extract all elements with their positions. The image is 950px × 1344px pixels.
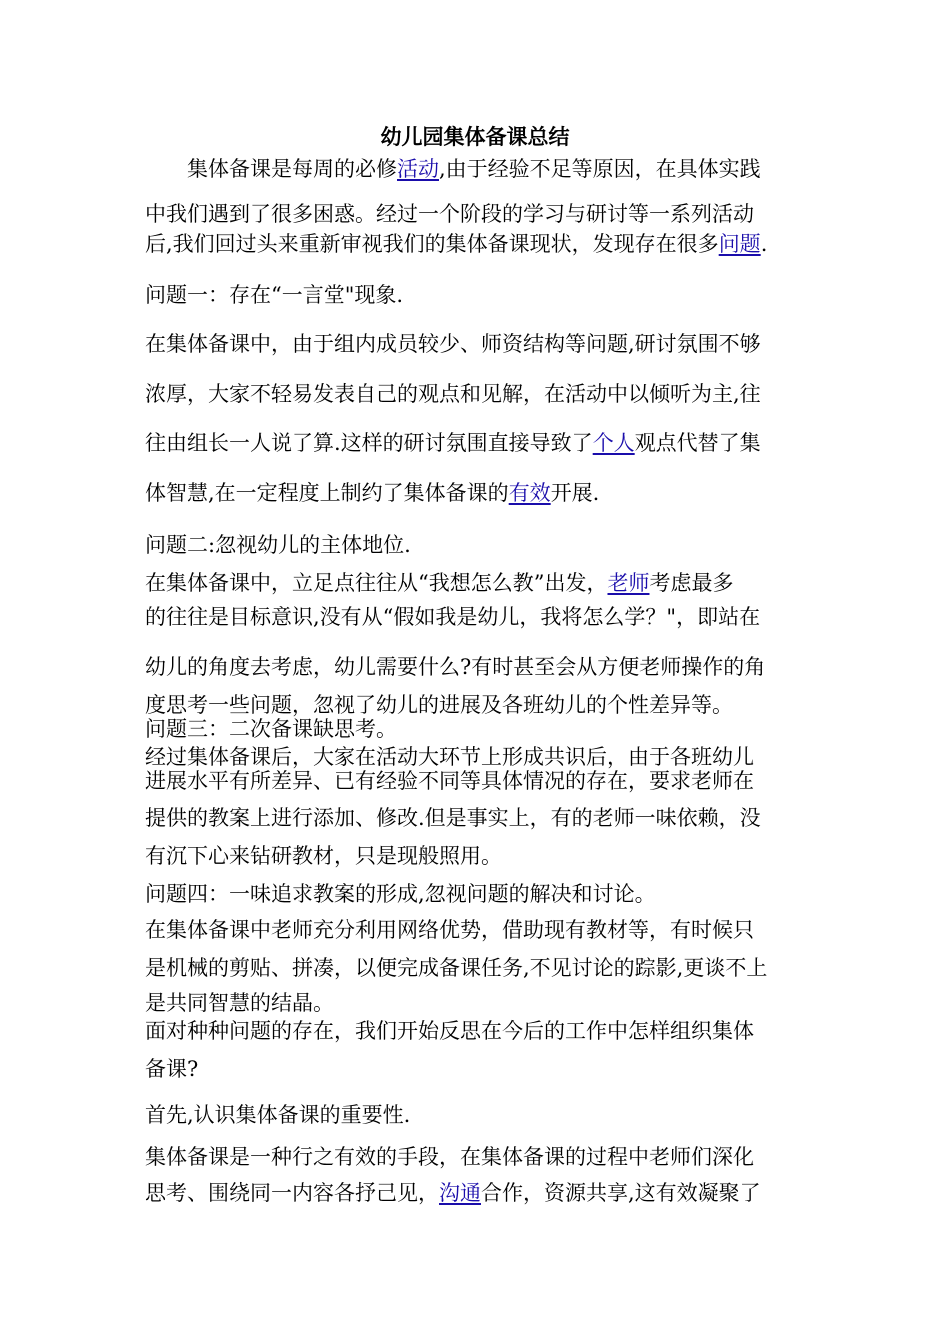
text-line xyxy=(145,988,334,1018)
text-line xyxy=(145,803,761,833)
inline-link[interactable]: 有效 xyxy=(508,481,551,505)
text-line xyxy=(145,652,765,682)
text-line xyxy=(145,915,754,945)
text-run: 后,我们回过头来重新审视我们的集体备课现状，发现存在很多 xyxy=(145,232,719,256)
text-line xyxy=(145,329,761,359)
text-run: 思考、围绕同一内容各抒己见， xyxy=(145,1181,439,1205)
text-run: 集体备课是一种行之有效的手段，在集体备课的过程中老师们深化 xyxy=(145,1145,754,1169)
text-line xyxy=(145,428,761,458)
text-run: 在集体备课中，立足点往往从“我想怎么教”出发， xyxy=(145,571,608,595)
text-run: 观点代替了集 xyxy=(634,431,761,455)
text-line xyxy=(145,568,733,598)
text-run: 首先,认识集体备课的重要性. xyxy=(145,1103,411,1127)
inline-link[interactable]: 老师 xyxy=(607,571,650,595)
text-run: 集体备课是每周的必修 xyxy=(187,157,397,181)
text-line xyxy=(145,199,754,229)
text-line xyxy=(145,478,599,508)
text-run: 往由组长一人说了算.这样的研讨氛围直接导致了 xyxy=(145,431,593,455)
text-run: 合作，资源共享,这有效凝聚了 xyxy=(481,1181,761,1205)
text-run: ,由于经验不足等原因，在具体实践 xyxy=(439,157,761,181)
text-line xyxy=(145,379,761,409)
text-run: 考虑最多 xyxy=(649,571,734,595)
text-line xyxy=(187,154,761,184)
document-title: 幼儿园集体备课总结 xyxy=(380,124,570,149)
text-line xyxy=(145,953,767,983)
inline-link[interactable]: 个人 xyxy=(592,431,635,455)
inline-link[interactable]: 沟通 xyxy=(439,1181,481,1205)
text-run: 经过集体备课后，大家在活动大环节上形成共识后，由于各班幼儿 xyxy=(145,745,754,769)
text-run: 问题三：二次备课缺思考。 xyxy=(145,717,397,741)
text-line xyxy=(145,1178,761,1208)
text-line xyxy=(145,280,403,310)
inline-link[interactable]: 活动 xyxy=(397,157,439,181)
text-line xyxy=(145,714,397,744)
text-line xyxy=(145,229,767,259)
text-run: 问题二:忽视幼儿的主体地位. xyxy=(145,533,411,557)
text-run: 在集体备课中老师充分利用网络优势，借助现有教材等，有时候只 xyxy=(145,918,754,942)
text-run: 面对种种问题的存在，我们开始反思在今后的工作中怎样组织集体 xyxy=(145,1019,754,1043)
text-run: . xyxy=(760,232,768,256)
text-run: 中我们遇到了很多困惑。经过一个阶段的学习与研讨等一系列活动 xyxy=(145,202,754,226)
text-line xyxy=(145,841,502,871)
text-line xyxy=(145,1100,410,1130)
text-run: 开展. xyxy=(550,481,600,505)
text-line xyxy=(145,766,754,796)
text-run: 在集体备课中，由于组内成员较少、师资结构等问题,研讨氛围不够 xyxy=(145,332,761,356)
text-line xyxy=(145,530,411,560)
text-run: 是机械的剪贴、拼凑，以便完成备课任务,不见讨论的踪影,更谈不上 xyxy=(145,956,768,980)
text-line xyxy=(145,1054,198,1084)
text-run: 的往往是目标意识,没有从“假如我是幼儿，我将怎么学？"，即站在 xyxy=(145,605,761,629)
text-run: 备课? xyxy=(145,1057,199,1081)
text-line xyxy=(145,879,656,909)
text-run: 问题四：一味追求教案的形成,忽视问题的解决和讨论。 xyxy=(145,882,656,906)
text-line xyxy=(145,1142,754,1172)
text-run: 幼儿的角度去考虑，幼儿需要什么?有时甚至会从方便老师操作的角 xyxy=(145,655,766,679)
text-run: 问题一：存在“一言堂"现象. xyxy=(145,283,404,307)
text-run: 进展水平有所差异、已有经验不同等具体情况的存在，要求老师在 xyxy=(145,769,754,793)
text-run: 是共同智慧的结晶。 xyxy=(145,991,334,1015)
text-run: 体智慧,在一定程度上制约了集体备课的 xyxy=(145,481,509,505)
text-line xyxy=(145,602,760,632)
text-run: 浓厚，大家不轻易发表自己的观点和见解，在活动中以倾听为主,往 xyxy=(145,382,761,406)
text-run: 提供的教案上进行添加、修改.但是事实上，有的老师一味依赖，没 xyxy=(145,806,761,830)
text-run: 度思考一些问题，忽视了幼儿的进展及各班幼儿的个性差异等。 xyxy=(145,693,733,717)
text-run: 有沉下心来钻研教材，只是现般照用。 xyxy=(145,844,502,868)
text-line xyxy=(145,1016,754,1046)
inline-link[interactable]: 问题 xyxy=(718,232,761,256)
